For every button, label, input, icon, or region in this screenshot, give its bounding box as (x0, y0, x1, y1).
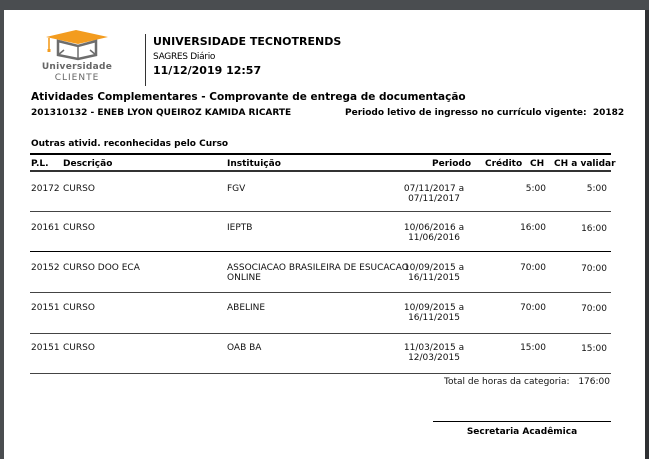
cell-ch-validar: 5:00 (586, 184, 607, 194)
student-id-name: 201310132 - ENEB LYON QUEIROZ KAMIDA RICARTE (31, 108, 292, 118)
cell-instituicao-line2: ONLINE (227, 273, 261, 283)
print-datetime: 11/12/2019 12:57 (153, 64, 262, 77)
cell-periodo-start: 10/09/2015 a (403, 263, 465, 273)
cell-ch: 15:00 (520, 343, 546, 353)
cell-pl: 20161 (31, 223, 60, 233)
cell-ch-validar: 15:00 (581, 344, 607, 354)
row-divider (30, 251, 611, 252)
table-top-rule (30, 153, 611, 155)
row-divider (30, 211, 611, 212)
row-divider (30, 292, 611, 293)
total-hours-value: 176:00 (578, 377, 610, 387)
col-header-descricao: Descrição (63, 159, 113, 169)
cell-pl: 20151 (31, 303, 60, 313)
col-header-ch: CH (530, 159, 545, 169)
cell-instituicao: OAB BA (227, 343, 262, 353)
cell-periodo-end: 16/11/2015 (408, 273, 460, 283)
table-header-rule (30, 170, 611, 172)
cell-ch: 70:00 (520, 263, 546, 273)
graduation-cap-icon (34, 28, 120, 62)
system-name: SAGRES Diário (153, 52, 216, 62)
cell-periodo-start: 07/11/2017 a (403, 184, 465, 194)
cell-descricao: CURSO (63, 223, 95, 233)
cell-ch: 16:00 (520, 223, 546, 233)
cell-descricao: CURSO DOO ECA (63, 263, 140, 273)
cell-descricao: CURSO (63, 184, 95, 194)
university-logo (34, 28, 120, 84)
row-divider (30, 333, 611, 334)
cell-pl: 20151 (31, 343, 60, 353)
col-header-pl: P.L. (31, 159, 49, 169)
university-name: UNIVERSIDADE TECNOTRENDS (153, 35, 342, 48)
document-page (4, 10, 645, 459)
cell-descricao: CURSO (63, 343, 95, 353)
ingress-period (345, 108, 624, 118)
cell-ch-validar: 70:00 (581, 264, 607, 274)
cell-periodo-start: 11/03/2015 a (403, 343, 465, 353)
cell-ch: 70:00 (520, 303, 546, 313)
document-title: Atividades Complementares - Comprovante de entrega de documentação (31, 91, 466, 103)
cell-ch-validar: 16:00 (581, 224, 607, 234)
header-divider (145, 34, 146, 86)
col-header-ch-validar: CH a validar (554, 159, 616, 169)
cell-instituicao: FGV (227, 184, 246, 194)
cell-periodo-start: 10/06/2016 a (403, 223, 465, 233)
ingress-period-label: Periodo letivo de ingresso no currículo vigente: (345, 108, 587, 118)
section-title: Outras ativid. reconhecidas pelo Curso (31, 139, 229, 149)
cell-ch: 5:00 (525, 184, 546, 194)
col-header-credito: Crédito (485, 159, 523, 169)
pdf-viewer-toolbar (0, 0, 649, 10)
signature-line (433, 421, 611, 422)
cell-instituicao: ASSOCIACAO BRASILEIRA DE ESUCACAO (227, 263, 409, 273)
ingress-period-value: 20182 (592, 108, 625, 118)
cell-periodo-start: 10/09/2015 a (403, 303, 465, 313)
page-scrollbar-edge (645, 10, 649, 459)
cell-periodo-end: 16/11/2015 (408, 313, 460, 323)
logo-text-line2: CLIENTE (54, 73, 100, 83)
cell-periodo-end: 11/06/2016 (408, 233, 460, 243)
logo-text-line1: Universidade (41, 62, 113, 72)
cell-instituicao: IEPTB (227, 223, 253, 233)
cell-descricao: CURSO (63, 303, 95, 313)
table-bottom-rule (30, 373, 611, 374)
cell-periodo-end: 07/11/2017 (408, 194, 460, 204)
cell-pl: 20152 (31, 263, 60, 273)
cell-pl: 20172 (31, 184, 60, 194)
total-hours-label: Total de horas da categoria: (444, 377, 570, 387)
signature-label: Secretaria Acadêmica (466, 427, 578, 437)
cell-instituicao: ABELINE (227, 303, 266, 313)
col-header-instituicao: Instituição (227, 159, 281, 169)
cell-periodo-end: 12/03/2015 (408, 353, 460, 363)
cell-ch-validar: 70:00 (581, 304, 607, 314)
col-header-periodo: Periodo (432, 159, 472, 169)
